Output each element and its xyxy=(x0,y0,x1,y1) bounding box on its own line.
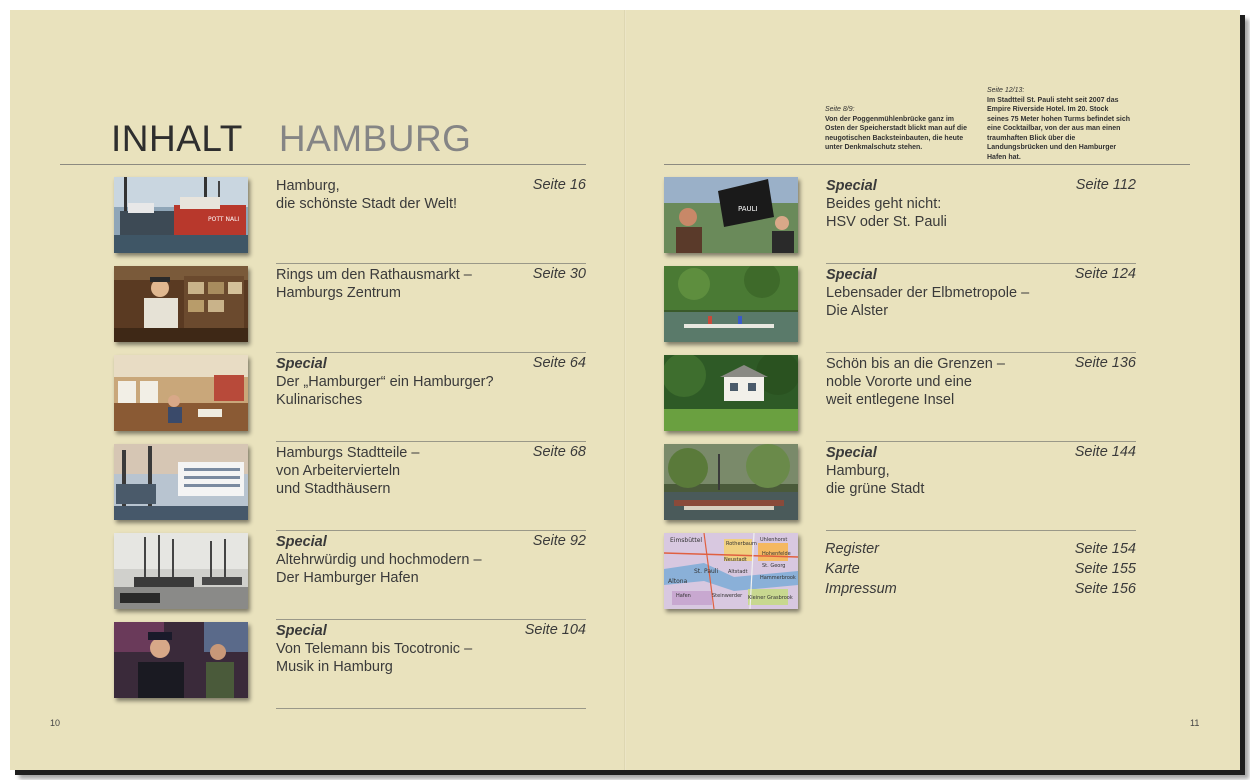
entry-line: die schönste Stadt der Welt! xyxy=(276,196,458,212)
map-row[interactable] xyxy=(825,561,1136,581)
entry-text xyxy=(276,444,506,498)
entry-text xyxy=(276,266,506,302)
entry-line: und Stadthäusern xyxy=(276,481,391,497)
map-label: Altona xyxy=(668,578,688,585)
entry-line: Lebensader der Elbmetropole – xyxy=(826,285,1030,301)
entry-text xyxy=(276,533,506,587)
page-number: Seite 92 xyxy=(532,533,586,549)
toc-entry[interactable] xyxy=(114,444,586,530)
map-label: Neustadt xyxy=(724,557,747,563)
page-number: Seite 64 xyxy=(532,355,586,371)
page-number: Seite 124 xyxy=(1074,266,1136,282)
map-label: Kleiner Grasbrook xyxy=(748,595,793,601)
entry-line: Hamburgs Zentrum xyxy=(276,285,401,301)
entry-line: Rings um den Rathausmarkt – xyxy=(276,267,472,283)
map-label: Altstadt xyxy=(728,569,748,575)
toc-entry[interactable] xyxy=(114,622,586,708)
entry-text xyxy=(826,444,1056,498)
entry-line: Beides geht nicht: xyxy=(826,196,942,212)
page-number: Seite 16 xyxy=(532,177,586,193)
special-label: Special xyxy=(276,356,327,372)
entry-divider xyxy=(276,352,586,353)
entry-divider xyxy=(826,352,1136,353)
restaurant-photo xyxy=(114,355,248,431)
appendix-list xyxy=(825,541,1136,601)
villa-photo xyxy=(664,355,798,431)
alster-canoe-photo xyxy=(664,266,798,342)
harbor-boats-photo xyxy=(114,177,248,253)
special-label: Special xyxy=(826,267,877,283)
title-hamburg: HAMBURG xyxy=(278,118,472,159)
page-folio-right: 11 xyxy=(1190,718,1200,728)
page-gutter xyxy=(624,10,626,770)
entry-divider xyxy=(826,530,1136,531)
page-number: Seite 155 xyxy=(1074,561,1136,577)
entry-line: Der Hamburger Hafen xyxy=(276,570,419,586)
entry-divider xyxy=(276,619,586,620)
page-number: Seite 104 xyxy=(524,622,586,638)
entry-text xyxy=(826,177,1056,231)
special-label: Special xyxy=(276,623,327,639)
entry-line: noble Vororte und eine xyxy=(826,374,972,390)
map-label: Steinwerder xyxy=(712,593,743,599)
special-label: Special xyxy=(826,445,877,461)
musician-photo xyxy=(114,622,248,698)
entry-text xyxy=(826,355,1056,409)
caption-text: Von der Poggenmühlenbrücke ganz im Osten der Speicherstadt blickt man auf die neugotischen Backsteinbauten, die heute unter Denkmalschutz stehen. xyxy=(825,115,967,151)
caption-page-12-13 xyxy=(987,86,1132,162)
header-rule-right xyxy=(664,164,1190,165)
entry-line: Schön bis an die Grenzen – xyxy=(826,356,1005,372)
entry-divider xyxy=(826,263,1136,264)
toc-entry[interactable] xyxy=(664,177,1136,263)
green-park-photo xyxy=(664,444,798,520)
map-label-entry: Karte xyxy=(825,561,860,577)
page-number: Seite 144 xyxy=(1074,444,1136,460)
hat-shop-photo xyxy=(114,266,248,342)
map-label: Eimsbüttel xyxy=(670,537,703,544)
city-map-photo xyxy=(664,533,798,609)
page-title xyxy=(111,118,471,160)
toc-entry[interactable] xyxy=(114,533,586,619)
caption-text: Im Stadtteil St. Pauli steht seit 2007 das Empire Riverside Hotel. Im 20. Stock seines 75 Meter hohen Turms befindet sich eine Cocktailbar, von der aus man einen traumhaften Blick über die Landungsbrücken und den Hamburger Hafen hat. xyxy=(987,96,1131,161)
entry-text xyxy=(276,177,506,213)
entry-line: Hamburg, xyxy=(276,178,340,194)
caption-ref: Seite 8/9: xyxy=(825,106,855,113)
book-spread xyxy=(10,10,1240,770)
page-number: Seite 30 xyxy=(532,266,586,282)
title-inhalt: INHALT xyxy=(111,118,243,159)
entry-line: weit entlegene Insel xyxy=(826,392,955,408)
entry-divider xyxy=(276,530,586,531)
entry-divider xyxy=(276,708,586,709)
special-label: Special xyxy=(276,534,327,550)
map-label: Hammerbrook xyxy=(760,575,796,581)
imprint-row[interactable] xyxy=(825,581,1136,601)
toc-entry[interactable] xyxy=(114,355,586,441)
entry-line: Hamburg, xyxy=(826,463,890,479)
entry-line: Altehrwürdig und hochmodern – xyxy=(276,552,482,568)
header-rule-left xyxy=(60,164,586,165)
special-label: Special xyxy=(826,178,877,194)
map-label: Uhlenhorst xyxy=(760,537,788,543)
entry-line: Der „Hamburger“ ein Hamburger? xyxy=(276,374,494,390)
entry-line: HSV oder St. Pauli xyxy=(826,214,947,230)
page-number: Seite 68 xyxy=(532,444,586,460)
entry-divider xyxy=(826,441,1136,442)
entry-divider xyxy=(276,441,586,442)
caption-page-8-9 xyxy=(825,105,970,153)
entry-line: Kulinarisches xyxy=(276,392,363,408)
caption-ref: Seite 12/13: xyxy=(987,87,1025,94)
entry-line: die grüne Stadt xyxy=(826,481,925,497)
entry-line: von Arbeitervierteln xyxy=(276,463,401,479)
toc-entry[interactable] xyxy=(664,355,1136,441)
map-label: St. Georg xyxy=(762,563,786,569)
imprint-label: Impressum xyxy=(825,581,897,597)
svg-text:PAULI: PAULI xyxy=(738,205,758,213)
map-label: Hafen xyxy=(676,593,691,599)
toc-entry[interactable] xyxy=(114,266,586,352)
tall-ships-photo xyxy=(114,533,248,609)
entry-text xyxy=(276,355,506,409)
football-fans-photo xyxy=(664,177,798,253)
page-number: Seite 154 xyxy=(1074,541,1136,557)
entry-divider xyxy=(276,263,586,264)
register-label: Register xyxy=(825,541,879,557)
entry-text xyxy=(276,622,506,676)
map-label: Rotherbaum xyxy=(726,541,757,547)
entry-text xyxy=(826,266,1056,320)
map-label: St. Pauli xyxy=(694,568,719,575)
map-label: Hohenfelde xyxy=(762,551,791,557)
page-number: Seite 112 xyxy=(1075,177,1136,193)
register-row[interactable] xyxy=(825,541,1136,561)
entry-line: Musik in Hamburg xyxy=(276,659,393,675)
page-folio-left: 10 xyxy=(50,718,61,728)
entry-line: Hamburgs Stadtteile – xyxy=(276,445,420,461)
svg-text:POTT NALI: POTT NALI xyxy=(208,216,240,223)
entry-line: Die Alster xyxy=(826,303,889,319)
cruise-ship-photo xyxy=(114,444,248,520)
toc-entry[interactable] xyxy=(664,266,1136,352)
entry-line: Von Telemann bis Tocotronic – xyxy=(276,641,473,657)
toc-entry[interactable] xyxy=(114,177,586,263)
page-number: Seite 156 xyxy=(1074,581,1136,597)
toc-entry[interactable] xyxy=(664,444,1136,530)
page-number: Seite 136 xyxy=(1074,355,1136,371)
